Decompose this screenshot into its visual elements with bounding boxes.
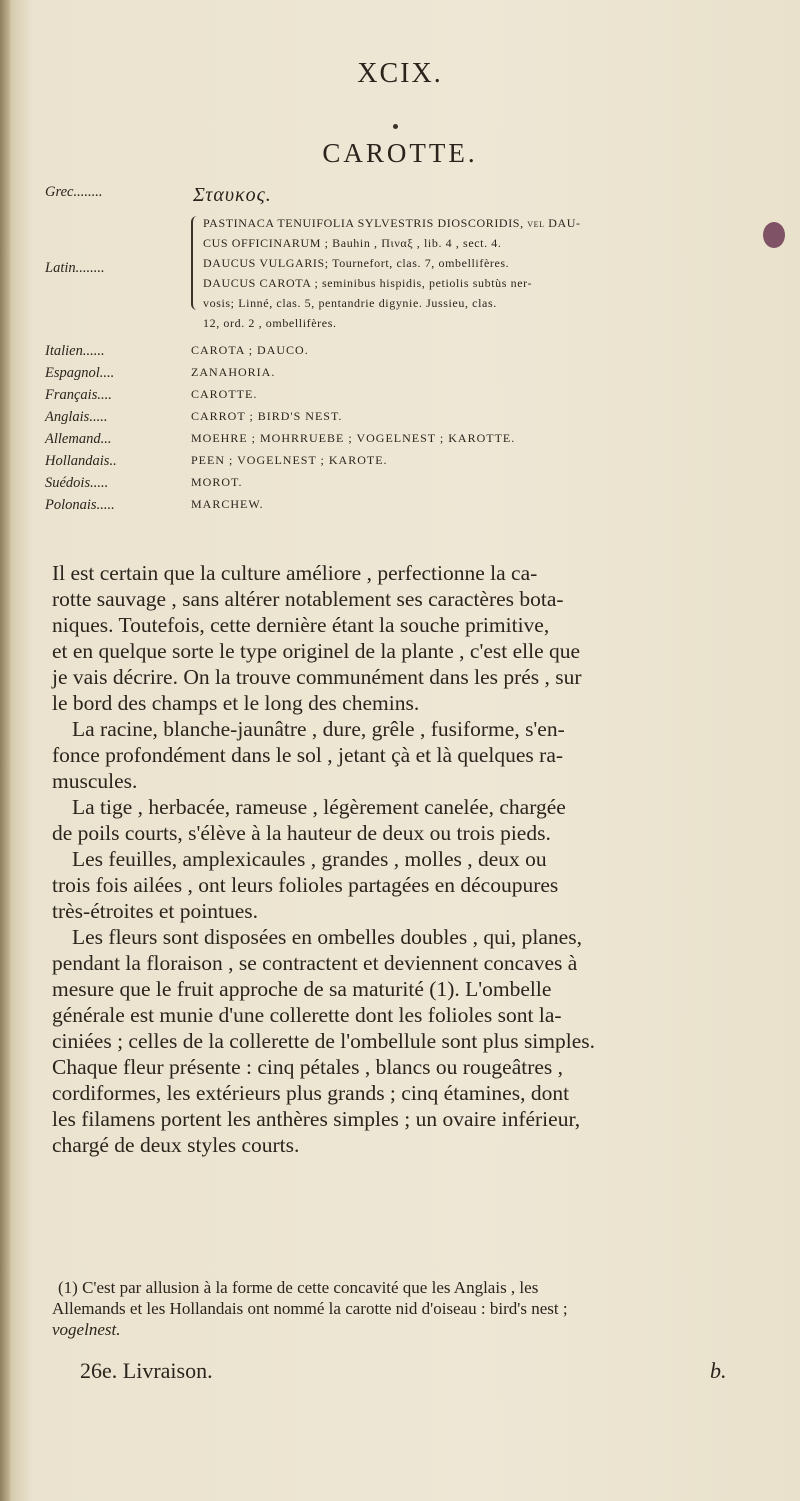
footnote-line: Allemands et les Hollandais ont nommé la carotte nid d'oiseau : bird's nest ;	[52, 1299, 568, 1318]
latin-line: DAUCUS CAROTA ; seminibus hispidis, petiolis subtùs ner-	[203, 276, 533, 290]
signature-mark: b.	[710, 1358, 727, 1383]
language-label: Polonais	[45, 497, 97, 513]
language-label: Suédois	[45, 475, 91, 491]
page-binding-edge	[0, 0, 10, 1501]
text-line: niques. Toutefois, cette dernière étant la souche primitive,	[52, 613, 550, 637]
text-line: et en quelque sorte le type originel de la plante , c'est elle que	[52, 639, 581, 663]
text-line: Chaque fleur présente : cinq pétales , blancs ou rougeâtres ,	[52, 1055, 564, 1079]
vernacular-name: MOROT.	[191, 475, 243, 489]
language-label: Anglais	[45, 409, 90, 425]
vernacular-name: PEEN ; VOGELNEST ; KAROTE.	[191, 453, 388, 467]
language-label: Latin	[45, 260, 76, 276]
text-line: pendant la floraison , se contractent et deviennent concaves à	[52, 951, 578, 975]
vernacular-name: MARCHEW.	[191, 497, 264, 511]
greek-name: Σταυκος.	[193, 184, 272, 206]
text-line: le bord des champs et le long des chemins.	[52, 691, 420, 715]
latin-line: DAUCUS VULGARIS; Tournefort, clas. 7, ombellifères.	[203, 256, 510, 270]
vernacular-name: MOEHRE ; MOHRRUEBE ; VOGELNEST ; KAROTTE.	[191, 431, 516, 445]
vernacular-name: CARROT ; BIRD'S NEST.	[191, 409, 343, 423]
text-line: fonce profondément dans le sol , jetant çà et là quelques ra-	[52, 743, 564, 767]
latin-line: 12, ord. 2 , ombellifères.	[203, 316, 337, 330]
decorative-dot	[393, 124, 398, 129]
text-line: La tige , herbacée, rameuse , légèrement canelée, chargée	[72, 795, 566, 819]
text-line: Il est certain que la culture améliore , perfectionne la ca-	[52, 561, 538, 585]
text-line: rotte sauvage , sans altérer notablement ses caractères bota-	[52, 587, 564, 611]
text-line: de poils courts, s'élève à la hauteur de deux ou trois pieds.	[52, 821, 551, 845]
text-line: ciniées ; celles de la collerette de l'ombellule sont plus simples.	[52, 1029, 596, 1053]
text-line: La racine, blanche-jaunâtre , dure, grêle , fusiforme, s'en-	[72, 717, 565, 741]
text-line: très-étroites et pointues.	[52, 899, 258, 923]
vernacular-name: CAROTTE.	[191, 387, 258, 401]
vernacular-name: ZANAHORIA.	[191, 365, 276, 379]
latin-line: PASTINACA TENUIFOLIA SYLVESTRIS DIOSCORIDIS, vel DAU-	[203, 216, 581, 230]
latin-line: vosis; Linné, clas. 5, pentandrie digynie. Jussieu, clas.	[203, 296, 497, 310]
text-line: muscules.	[52, 769, 138, 793]
text-line: chargé de deux styles courts.	[52, 1133, 300, 1157]
language-label: Grec	[45, 184, 74, 200]
language-label: Espagnol	[45, 365, 100, 381]
book-page: XCIX. CAROTTE. Grec........ Σταυκος. Latin........ PASTINACA TENUIFOLIA SYLVESTRIS DIOSCORIDIS, vel DAU- CUS OFFICINARUM ; Bauhin , Πιναξ , lib. 4 , sect. 4. DAUCUS VULGARIS; Tournefort, clas. 7, ombellifères. DAUCUS CAROTA ; seminibus hispidis, petiolis subtùs ner- vosis; Linné, clas. 5, pentandrie digynie. Jussieu, clas. 12, ord. 2 , ombellifères. Italien...... CAROTA ; DAUCO. Espagnol.... ZANAHORIA. Français.... CAROTTE. Anglais..... CARROT ; BIRD'S NEST. Allemand... MOEHRE ; MOHRRUEBE ; VOGELNEST ; KAROTTE. Hollandais.. PEEN ; VOGELNEST ; KAROTE. Suédois..... MOROT. Polonais..... MARCHEW. Il est certain que la culture améliore , perfectionne la ca- rotte sauvage , sans altérer notablement ses caractères bota- niques. Toutefois, cette dernière étant la souche primitive, et en quelque sorte le type originel de la plante , c'est elle que je vais décrire. On la trouve communément dans les prés , sur le bord des champs et le long des chemins. La racine, blanche-jaunâtre , dure, grêle , fusiforme, s'en- fonce profondément dans le sol , jetant çà et là quelques ra- muscules. La tige , herbacée, rameuse , légèrement canelée, chargée de poils courts, s'élève à la hauteur de deux ou trois pieds. Les feuilles, amplexicaules , grandes , molles , deux ou trois fois ailées , ont leurs folioles partagées en découpures très-étroites et pointues. Les fleurs sont disposées en ombelles doubles , qui, planes, pendant la floraison , se contractent et deviennent concaves à mesure que le fruit approche de sa maturité (1). L'ombelle générale est munie d'une collerette dont les folioles sont la- ciniées ; celles de la collerette de l'ombellule sont plus simples. Chaque fleur présente : cinq pétales , blancs ou rougeâtres , cordiformes, les extérieurs plus grands ; cinq étamines, dont les filamens portent les anthères simples ; un ovaire inférieur, chargé de deux styles courts. (1) C'est par allusion à la forme de cette concavité que les Anglais , les Allemands et les Hollandais ont nommé la carotte nid d'oiseau : bird's nest ; vogelnest. 26e. Livraison. b.	[0, 0, 800, 1501]
text-line: Les fleurs sont disposées en ombelles doubles , qui, planes,	[72, 925, 582, 949]
text-line: cordiformes, les extérieurs plus grands ; cinq étamines, dont	[52, 1081, 570, 1105]
language-label: Allemand	[45, 431, 101, 447]
footnote-line: (1) C'est par allusion à la forme de cette concavité que les Anglais , les	[58, 1278, 539, 1297]
livraison-mark: 26e. Livraison.	[80, 1358, 213, 1383]
language-label: Hollandais	[45, 453, 110, 469]
language-label: Italien	[45, 343, 83, 359]
text-line: les filamens portent les anthères simples ; un ovaire inférieur,	[52, 1107, 581, 1131]
plate-number: XCIX.	[357, 58, 443, 89]
footnote-line: vogelnest.	[52, 1320, 121, 1339]
text-line: trois fois ailées , ont leurs folioles partagées en découpures	[52, 873, 559, 897]
vernacular-name: CAROTA ; DAUCO.	[191, 343, 309, 357]
library-stamp	[763, 222, 785, 248]
text-line: je vais décrire. On la trouve communément dans les prés , sur	[52, 665, 582, 689]
text-line: Les feuilles, amplexicaules , grandes , molles , deux ou	[72, 847, 547, 871]
text-line: générale est munie d'une collerette dont les folioles sont la-	[52, 1003, 562, 1027]
curly-brace	[191, 216, 201, 310]
page-title: CAROTTE.	[322, 138, 478, 168]
latin-line: CUS OFFICINARUM ; Bauhin , Πιναξ , lib. 4 , sect. 4.	[203, 236, 502, 250]
language-label: Français	[45, 387, 98, 403]
text-line: mesure que le fruit approche de sa maturité (1). L'ombelle	[52, 977, 552, 1001]
